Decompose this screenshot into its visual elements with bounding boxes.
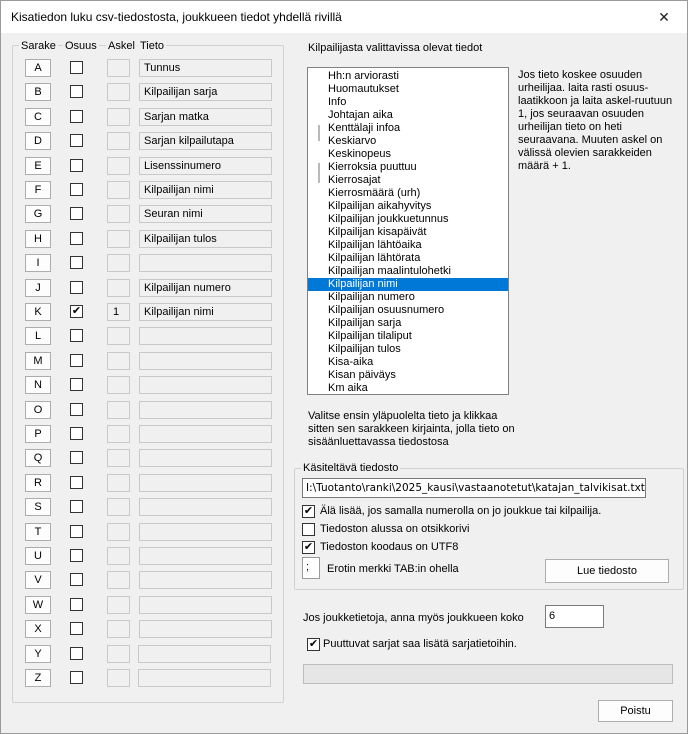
osuus-checkbox[interactable]: [70, 622, 83, 635]
tieto-field: [138, 645, 271, 663]
askel-field[interactable]: [107, 620, 130, 638]
tieto-field: [139, 547, 272, 565]
column-button-t[interactable]: T: [25, 523, 51, 541]
column-button-c[interactable]: C: [25, 108, 51, 126]
osuus-checkbox[interactable]: [70, 403, 83, 416]
osuus-checkbox[interactable]: [70, 159, 83, 172]
askel-field[interactable]: [107, 254, 130, 272]
osuus-checkbox[interactable]: [70, 354, 83, 367]
askel-field[interactable]: [107, 181, 130, 199]
osuus-checkbox[interactable]: [70, 61, 83, 74]
list-item[interactable]: Info: [328, 96, 347, 108]
column-button-l[interactable]: L: [25, 327, 51, 345]
tieto-field: [139, 327, 272, 345]
column-button-e[interactable]: E: [25, 157, 51, 175]
missing-series-checkbox[interactable]: ✔: [308, 638, 319, 650]
team-size-input[interactable]: 6: [545, 605, 604, 628]
no-duplicate-checkbox[interactable]: ✔: [303, 505, 314, 517]
column-button-u[interactable]: U: [25, 547, 51, 565]
list-item[interactable]: Kierrosajat: [328, 174, 381, 186]
list-item[interactable]: Keskiarvo: [328, 135, 377, 147]
help-text: Jos tieto koskee osuuden urheilijaa. laita rasti osuus-laatikkoon ja laita askel-ruutuun 1, jos seuraavan osuuden urheilijan tieto on heti seuraavana. Muuten askel on välissä olevien sarakkeiden määrä + 1.: [518, 69, 673, 172]
askel-field[interactable]: [107, 596, 130, 614]
askel-field[interactable]: [107, 449, 130, 467]
column-button-d[interactable]: D: [25, 132, 51, 150]
column-button-r[interactable]: R: [25, 474, 51, 492]
osuus-checkbox[interactable]: [70, 451, 83, 464]
progress-bar: [303, 664, 673, 684]
askel-field[interactable]: [107, 645, 130, 663]
tieto-field: [138, 669, 271, 687]
list-item[interactable]: Km aika: [328, 382, 368, 394]
header-tieto: Tieto: [140, 40, 165, 52]
list-item[interactable]: Kenttälaji infoa: [328, 122, 401, 134]
tieto-field: [139, 571, 272, 589]
tieto-field: Kilpailijan sarja: [139, 83, 272, 101]
osuus-checkbox[interactable]: [70, 85, 83, 98]
list-item[interactable]: Kisa-aika: [328, 356, 374, 368]
tieto-field: Lisenssinumero: [139, 157, 272, 175]
tieto-field: Tunnus: [139, 59, 272, 77]
instruction-text: Valitse ensin yläpuolelta tieto ja klikkaa sitten sen sarakkeen kirjainta, jolla tieto on sisäänluettavassa tiedostosa: [308, 410, 515, 448]
tieto-field: Kilpailijan tulos: [139, 230, 272, 248]
osuus-checkbox[interactable]: [70, 525, 83, 538]
file-path-input[interactable]: I:\Tuotanto\ranki\2025_kausi\vastaanotetut\katajan_talvikisat.txt: [302, 478, 646, 498]
osuus-checkbox[interactable]: [70, 549, 83, 562]
askel-field[interactable]: [107, 230, 130, 248]
column-button-y[interactable]: Y: [25, 645, 51, 663]
tieto-field: Sarjan kilpailutapa: [139, 132, 272, 150]
osuus-checkbox[interactable]: [70, 476, 83, 489]
team-size-label: Jos joukketietoja, anna myös joukkueen koko: [303, 612, 524, 624]
separator-label: Erotin merkki TAB:in ohella: [327, 563, 459, 575]
osuus-checkbox[interactable]: [70, 207, 83, 220]
osuus-checkbox[interactable]: [70, 647, 83, 660]
osuus-checkbox[interactable]: [70, 110, 83, 123]
list-item[interactable]: Kilpailijan joukkuetunnus: [328, 213, 449, 225]
column-button-v[interactable]: V: [25, 571, 51, 589]
tieto-field: [139, 620, 272, 638]
askel-field[interactable]: [107, 327, 130, 345]
list-item[interactable]: Kilpailijan osuusnumero: [328, 304, 445, 316]
available-label: Kilpailijasta valittavissa olevat tiedot: [308, 42, 483, 54]
askel-field[interactable]: [107, 59, 130, 77]
list-item[interactable]: Kisan päiväys: [328, 369, 396, 381]
tieto-field: [139, 376, 272, 394]
title-bar: [1, 1, 687, 33]
column-button-k[interactable]: K: [25, 303, 51, 321]
list-item[interactable]: Johtajan aika: [328, 109, 393, 121]
tieto-field: Kilpailijan numero: [139, 279, 272, 297]
tieto-field: [139, 596, 272, 614]
list-item[interactable]: Kilpailijan tulos: [328, 343, 401, 355]
list-item[interactable]: Huomautukset: [328, 83, 399, 95]
column-button-o[interactable]: O: [25, 401, 51, 419]
tieto-field: Seuran nimi: [139, 205, 272, 223]
askel-field[interactable]: [107, 376, 130, 394]
osuus-checkbox[interactable]: [70, 232, 83, 245]
osuus-checkbox[interactable]: [70, 378, 83, 391]
askel-field[interactable]: [107, 83, 130, 101]
tieto-field: Sarjan matka: [139, 108, 272, 126]
list-item[interactable]: Kilpailijan kisapäivät: [328, 226, 427, 238]
askel-field[interactable]: [107, 523, 130, 541]
column-button-m[interactable]: M: [25, 352, 51, 370]
list-item[interactable]: Keskinopeus: [328, 148, 391, 160]
column-button-j[interactable]: J: [25, 279, 51, 297]
no-duplicate-label: Älä lisää, jos samalla numerolla on jo joukkue tai kilpailija.: [320, 505, 602, 517]
window-title: Kisatiedon luku csv-tiedostosta, joukkueen tiedot yhdellä rivillä: [11, 10, 342, 24]
utf8-label: Tiedoston koodaus on UTF8: [320, 541, 459, 553]
osuus-checkbox[interactable]: [70, 598, 83, 611]
available-fields-list[interactable]: [307, 67, 509, 395]
list-item[interactable]: Kierroksia puuttuu: [328, 161, 417, 173]
askel-field[interactable]: [107, 205, 130, 223]
tieto-field: [139, 425, 272, 443]
osuus-checkbox[interactable]: ✔: [71, 305, 82, 317]
close-button[interactable]: Poistu: [598, 700, 673, 722]
column-button-a[interactable]: A: [25, 59, 51, 77]
osuus-checkbox[interactable]: [70, 134, 83, 147]
header-osuus: Osuus: [65, 40, 97, 52]
askel-field[interactable]: [107, 498, 130, 516]
tieto-field: Kilpailijan nimi: [139, 303, 272, 321]
askel-field[interactable]: [107, 669, 130, 687]
list-item[interactable]: Kilpailijan nimi: [308, 278, 508, 291]
file-group-label: Käsiteltävä tiedosto: [303, 462, 399, 474]
askel-field[interactable]: [107, 352, 130, 370]
tieto-field: [139, 401, 272, 419]
list-item[interactable]: Kilpailijan tilaliput: [328, 330, 412, 342]
separator-input[interactable]: ;: [302, 557, 320, 579]
list-item[interactable]: Kilpailijan maalintulohetki: [328, 265, 451, 277]
column-button-i[interactable]: I: [25, 254, 51, 272]
column-button-b[interactable]: B: [25, 83, 51, 101]
osuus-checkbox[interactable]: [70, 183, 83, 196]
header-row-label: Tiedoston alussa on otsikkorivi: [320, 523, 470, 535]
askel-field[interactable]: [107, 132, 130, 150]
askel-field[interactable]: [107, 279, 130, 297]
list-item[interactable]: Hh:n arviorasti: [328, 70, 399, 82]
column-button-n[interactable]: N: [25, 376, 51, 394]
osuus-checkbox[interactable]: [70, 281, 83, 294]
osuus-checkbox[interactable]: [70, 427, 83, 440]
osuus-checkbox[interactable]: [70, 500, 83, 513]
column-button-x[interactable]: X: [25, 620, 51, 638]
osuus-checkbox[interactable]: [70, 671, 83, 684]
osuus-checkbox[interactable]: [70, 329, 83, 342]
askel-field[interactable]: [107, 571, 130, 589]
askel-field[interactable]: [107, 401, 130, 419]
askel-field[interactable]: [107, 474, 130, 492]
column-button-z[interactable]: Z: [25, 669, 51, 687]
tieto-field: [139, 498, 272, 516]
column-button-s[interactable]: S: [25, 498, 51, 516]
tieto-field: [139, 352, 272, 370]
column-button-h[interactable]: H: [25, 230, 51, 248]
column-button-f[interactable]: F: [25, 181, 51, 199]
header-row-checkbox[interactable]: [302, 523, 315, 536]
tieto-field: Kilpailijan nimi: [139, 181, 272, 199]
list-item[interactable]: Kierrosmäärä (urh): [328, 187, 421, 199]
list-item[interactable]: Kilpailijan lähtöaika: [328, 239, 422, 251]
askel-field[interactable]: [107, 547, 130, 565]
column-button-q[interactable]: Q: [25, 449, 51, 467]
askel-field[interactable]: [107, 157, 130, 175]
column-button-w[interactable]: W: [25, 596, 51, 614]
askel-field[interactable]: [107, 108, 130, 126]
column-button-g[interactable]: G: [25, 205, 51, 223]
header-askel: Askel: [108, 40, 135, 52]
tieto-field: [139, 449, 272, 467]
column-button-p[interactable]: P: [25, 425, 51, 443]
header-sarake: Sarake: [21, 40, 56, 52]
missing-series-label: Puuttuvat sarjat saa lisätä sarjatietoihin.: [323, 638, 517, 650]
tieto-field: [139, 474, 272, 492]
list-item[interactable]: Kilpailijan sarja: [328, 317, 402, 329]
read-file-button[interactable]: Lue tiedosto: [545, 559, 669, 583]
askel-field[interactable]: 1: [107, 303, 130, 321]
tieto-field: [139, 523, 272, 541]
list-item[interactable]: Kilpailijan numero: [328, 291, 415, 303]
osuus-checkbox[interactable]: [70, 573, 83, 586]
close-icon[interactable]: ✕: [658, 8, 670, 25]
list-item[interactable]: Kilpailijan lähtörata: [328, 252, 421, 264]
osuus-checkbox[interactable]: [70, 256, 83, 269]
tieto-field: [139, 254, 272, 272]
list-item[interactable]: Kilpailijan aikahyvitys: [328, 200, 432, 212]
askel-field[interactable]: [107, 425, 130, 443]
utf8-checkbox[interactable]: ✔: [303, 541, 314, 553]
